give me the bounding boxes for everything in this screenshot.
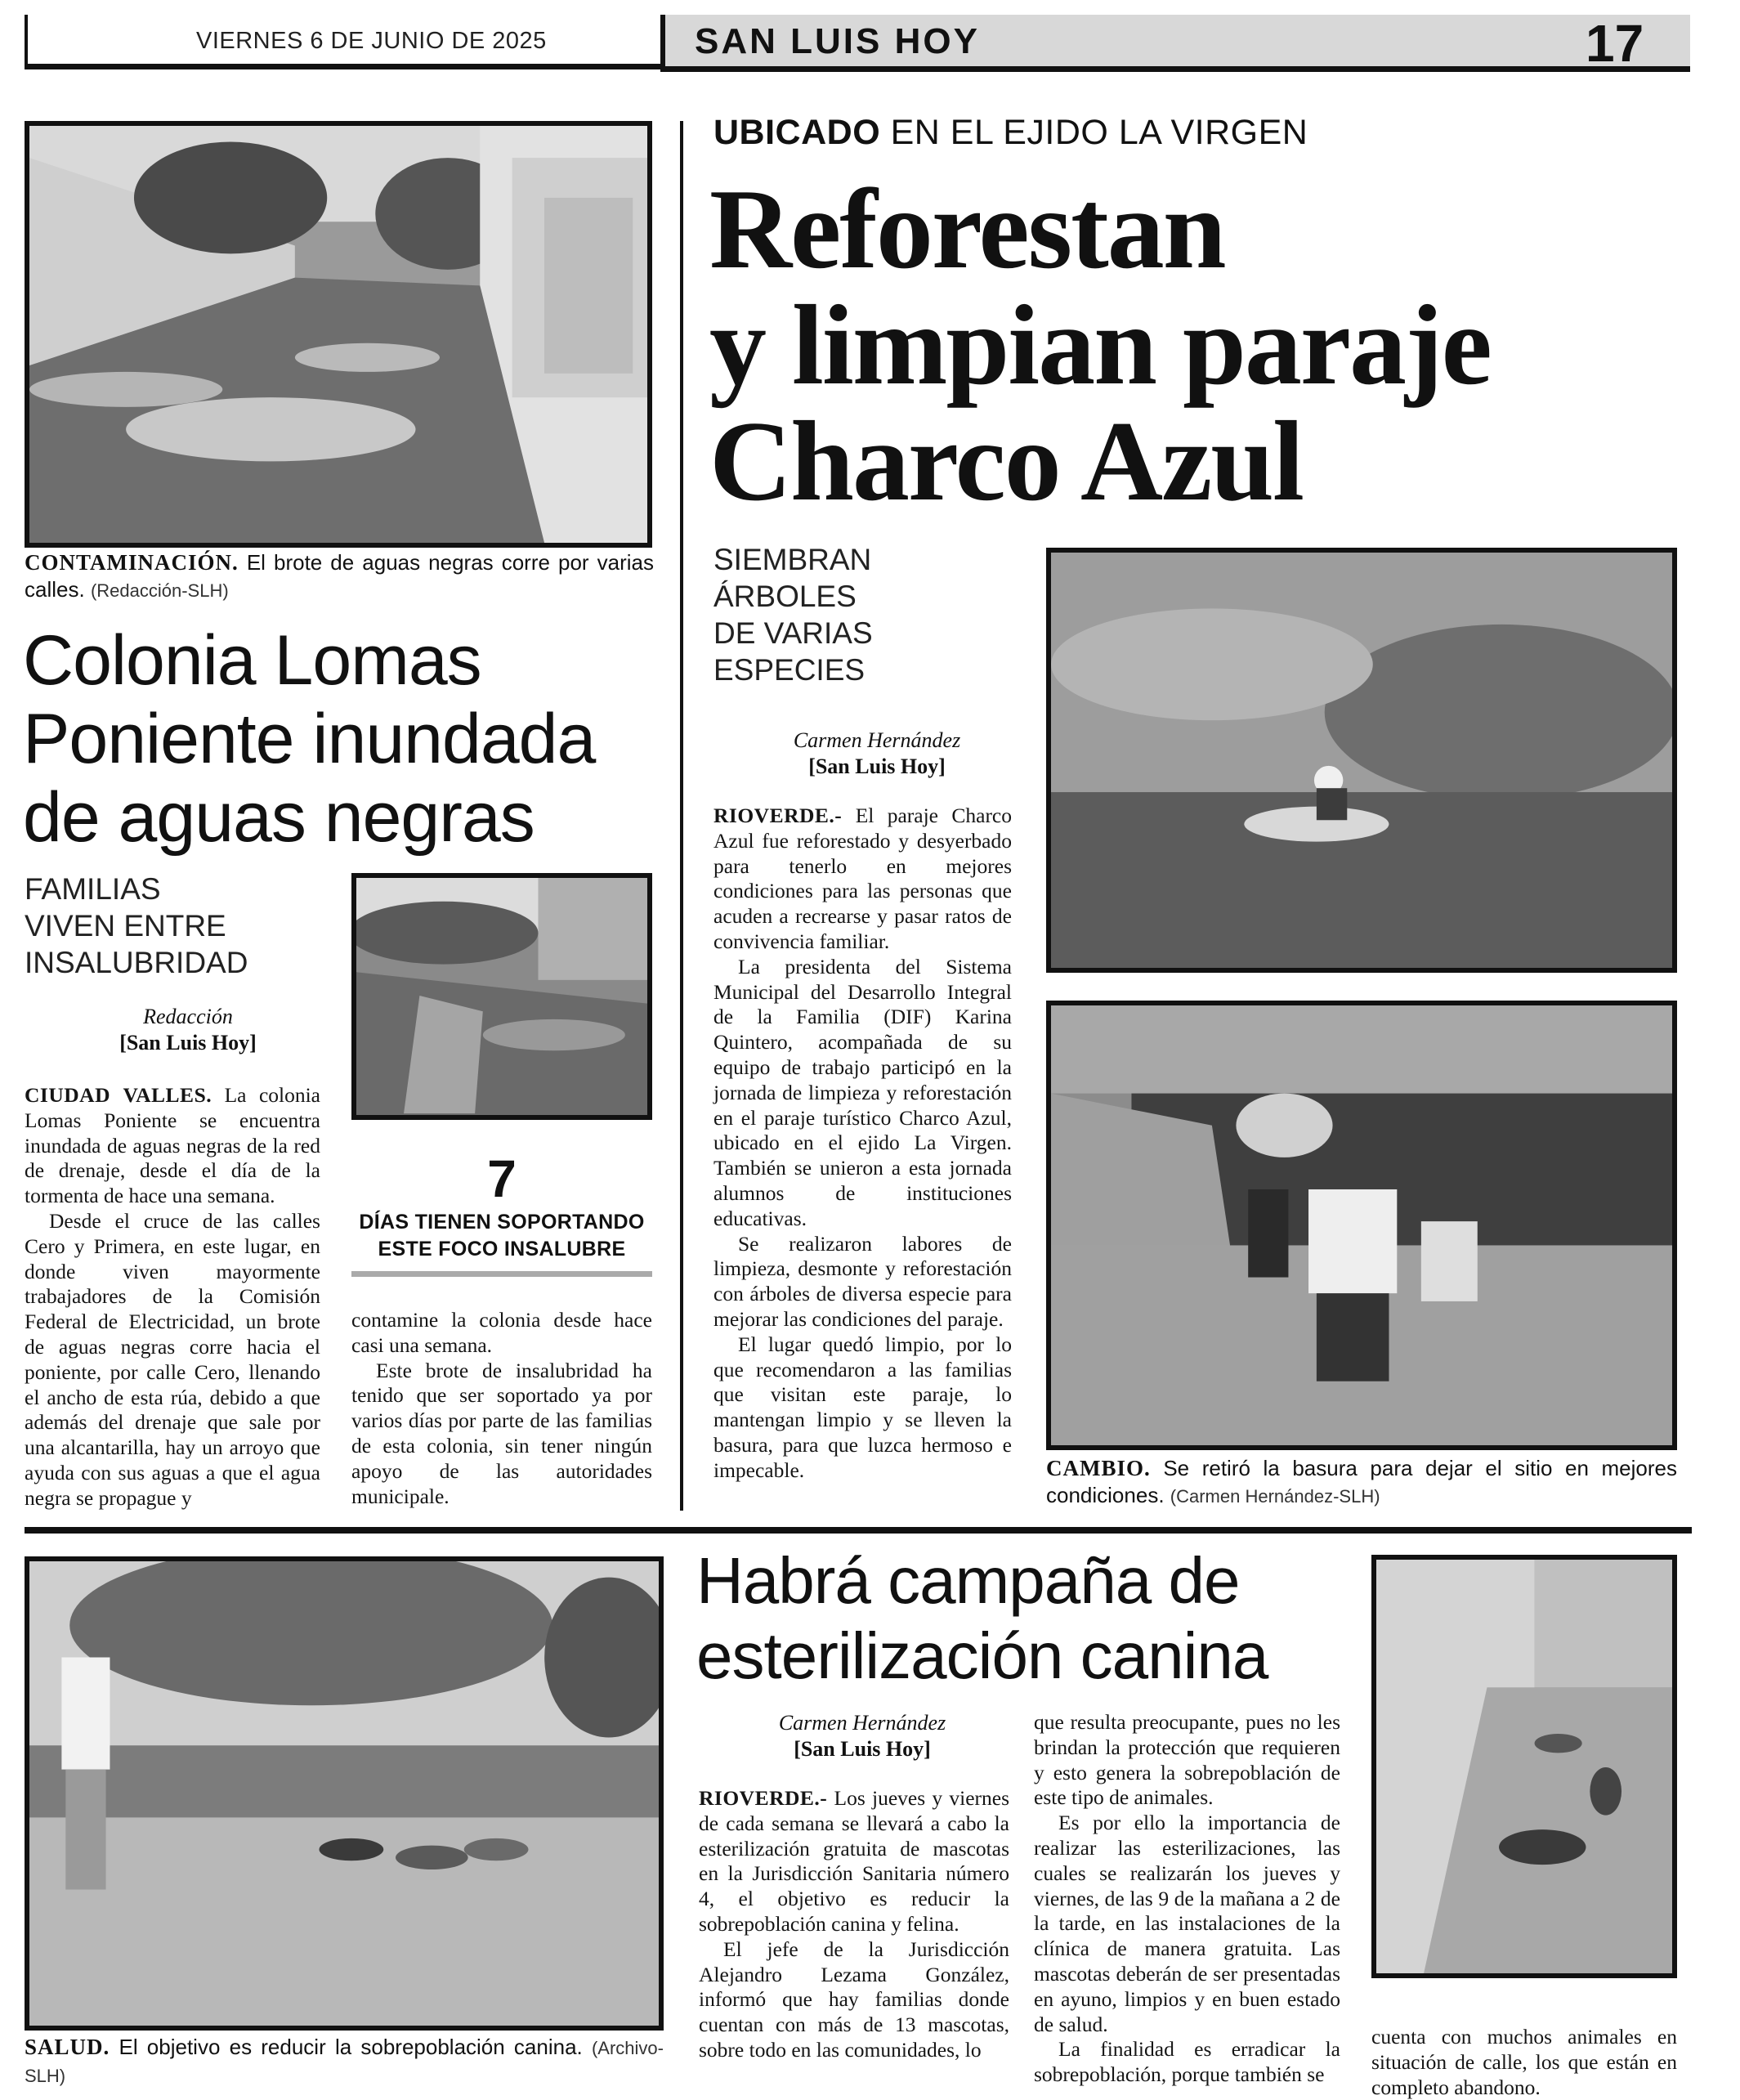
stat-text-line: ESTE FOCO INSALUBRE xyxy=(378,1238,626,1260)
caption-label: CAMBIO. xyxy=(1046,1456,1151,1480)
paragraph: Los jueves y viernes de cada semana se llevará a cabo la esterilización gratuita de mascotas en la Jurisdicción Sanitaria número 4, el objetivo es reducir la sobrepoblación canina y felina. xyxy=(699,1786,1010,1936)
street-dogs-photo xyxy=(1371,1555,1677,1978)
column-divider xyxy=(680,121,683,1511)
canina-column-1 xyxy=(699,1786,1009,2063)
paragraph: Este brote de insalubridad ha tenido que ser soportado ya por varios días por parte de las familias de esta colonia, sin tener ningún apoyo de las autoridades municipale. xyxy=(351,1358,652,1508)
lomas-photo-caption xyxy=(25,549,654,604)
paragraph: El lugar quedó limpio, por lo que recomendaron a las familias que visitan este paraje, lo mantengan limpio y se lleven la basura, para que luzca hermoso e impecable. xyxy=(713,1332,1012,1482)
lomas-column-2 xyxy=(351,1308,652,1509)
byline-org: [San Luis Hoy] xyxy=(808,754,946,778)
page-number: 17 xyxy=(1586,14,1644,73)
flooded-field-photo xyxy=(351,873,652,1120)
street-sewage-photo xyxy=(25,121,652,548)
caption-source: (Archivo-SLH) xyxy=(25,2038,664,2086)
caption-label: CONTAMINACIÓN. xyxy=(25,550,239,575)
paragraph: Desde el cruce de las calles Cero y Primera, en este lugar, en donde viven mayormente trabajadores de la Comisión Federal de Electricidad, un brote de aguas negras corre hacia el poniente, por calle Cero, llenando el ancho de esta rúa, debido a que además del drenaje que sale por una alcantarilla, hay un arroyo que ayuda con sus aguas a que el agua negra se propague y xyxy=(25,1208,320,1510)
lomas-stat-box xyxy=(351,1149,652,1277)
caption-text: El brote de aguas negras corre por varias calles. xyxy=(25,550,654,602)
deck-line: SIEMBRAN xyxy=(713,543,872,576)
header-rule-left xyxy=(25,64,662,69)
caption-text: Se retiró la basura para dejar el sitio en mejores condiciones. xyxy=(1046,1456,1677,1507)
paragraph: La colonia Lomas Poniente se encuentra inundada de aguas negras de la red de drenaje, desde el día de la tormenta de hace una semana. xyxy=(25,1083,321,1208)
dateline: RIOVERDE.- xyxy=(713,804,843,827)
byline-name: Carmen Hernández xyxy=(778,1711,946,1735)
paragraph: Es por ello la importancia de realizar las esterilizaciones, las cuales se realizarán los jueves y viernes, de las 9 de la mañana a 2 de la tarde, en las instalaciones de la clínica de manera gratuita. Las mascotas deberán de ser presentadas en ayuno, limpios y en buen estado de salud. xyxy=(1034,1811,1340,2036)
lomas-headline xyxy=(23,621,595,857)
dateline: RIOVERDE.- xyxy=(699,1786,828,1810)
caption-source: (Carmen Hernández-SLH) xyxy=(1170,1486,1380,1507)
paragraph: El paraje Charco Azul fue reforestado y desyerbado para tenerlo en mejores condiciones para las personas que acuden a recrearse y pasar ratos de convivencia familiar. xyxy=(713,804,1013,953)
kicker-rest: EN EL EJIDO LA VIRGEN xyxy=(880,113,1308,152)
kicker-bold: UBICADO xyxy=(713,113,881,152)
charco-kicker xyxy=(713,113,1308,153)
paragraph: El jefe de la Jurisdicción Alejandro Lezama González, informó que hay familias donde cuentan con más de 13 mascotas, sobre todo en las comunidades, lo xyxy=(699,1937,1009,2062)
caption-text: El objetivo es reducir la sobrepoblación canina. xyxy=(119,2035,583,2059)
canina-headline xyxy=(696,1543,1268,1694)
canina-byline xyxy=(699,1710,1026,1762)
charco-deck xyxy=(713,541,873,688)
canina-column-2 xyxy=(1034,1710,1340,2088)
headline-line: Poniente inundada xyxy=(23,700,596,778)
paragraph: cuenta con muchos animales en situación de calle, los que están en completo abandono. xyxy=(1371,2025,1677,2099)
byline-org: [San Luis Hoy] xyxy=(119,1031,257,1054)
headline-line: de aguas negras xyxy=(23,778,535,857)
byline-name: Carmen Hernández xyxy=(793,728,961,752)
canina-photo-caption xyxy=(25,2034,664,2089)
headline-line: Reforestan xyxy=(709,166,1225,293)
cleanup-crew-photo xyxy=(1046,1001,1677,1450)
paragraph: contamine la colonia desde hace casi una semana. xyxy=(351,1308,652,1357)
paragraph: La presidenta del Sistema Municipal del Desarrollo Integral de la Familia (DIF) Karina Quintero, acompañada de su equipo de trabajo participó en la jornada de limpieza y reforestación en el paraje turístico Charco Azul, ubicado en el ejido La Virgen. También se unieron a esta jornada alumnos de instituciones educativas. xyxy=(713,954,1012,1230)
deck-line: FAMILIAS xyxy=(25,872,161,906)
plaza-dogs-photo xyxy=(25,1556,664,2031)
canina-column-3 xyxy=(1371,2025,1677,2100)
byline-name: Redacción xyxy=(143,1005,233,1028)
deck-line: ÁRBOLES xyxy=(713,580,857,613)
charco-column xyxy=(713,804,1012,1484)
stat-rule xyxy=(351,1271,652,1277)
paragraph: La finalidad es erradicar la sobrepoblación, porque también se xyxy=(1034,2037,1340,2087)
kayak-river-photo xyxy=(1046,548,1677,973)
caption-source: (Redacción-SLH) xyxy=(90,580,229,601)
paragraph: que resulta preocupante, pues no les brindan la protección que requieren y esto genera la sobrepoblación de este tipo de animales. xyxy=(1034,1710,1340,1810)
header-rule-left-vertical xyxy=(25,15,28,69)
caption-label: SALUD. xyxy=(25,2035,110,2059)
lomas-byline xyxy=(25,1004,351,1056)
stat-text-line: DÍAS TIENEN SOPORTANDO xyxy=(359,1211,645,1234)
dateline: CIUDAD VALLES. xyxy=(25,1083,212,1107)
deck-line: DE VARIAS xyxy=(713,616,873,650)
issue-date: VIERNES 6 DE JUNIO DE 2025 xyxy=(196,28,547,54)
headline-line: y limpian paraje xyxy=(709,282,1491,409)
headline-line: Charco Azul xyxy=(709,398,1303,525)
headline-line: Habrá campaña de xyxy=(696,1544,1240,1617)
lomas-column-1 xyxy=(25,1083,320,1511)
charco-headline xyxy=(709,166,1491,525)
lomas-deck xyxy=(25,871,248,981)
byline-org: [San Luis Hoy] xyxy=(794,1737,931,1761)
paragraph: Se realizaron labores de limpieza, desmonte y reforestación con árboles de diversa especie para mejorar las condiciones del paraje. xyxy=(713,1231,1012,1331)
stat-number: 7 xyxy=(487,1149,517,1208)
deck-line: VIVEN ENTRE xyxy=(25,909,226,943)
deck-line: INSALUBRIDAD xyxy=(25,946,248,979)
section-divider xyxy=(25,1527,1692,1534)
deck-line: ESPECIES xyxy=(713,653,866,687)
charco-byline xyxy=(713,728,1040,780)
headline-line: esterilización canina xyxy=(696,1619,1268,1692)
newspaper-name: SAN LUIS HOY xyxy=(695,21,980,61)
charco-photo-caption xyxy=(1046,1455,1677,1510)
headline-line: Colonia Lomas xyxy=(23,621,481,700)
